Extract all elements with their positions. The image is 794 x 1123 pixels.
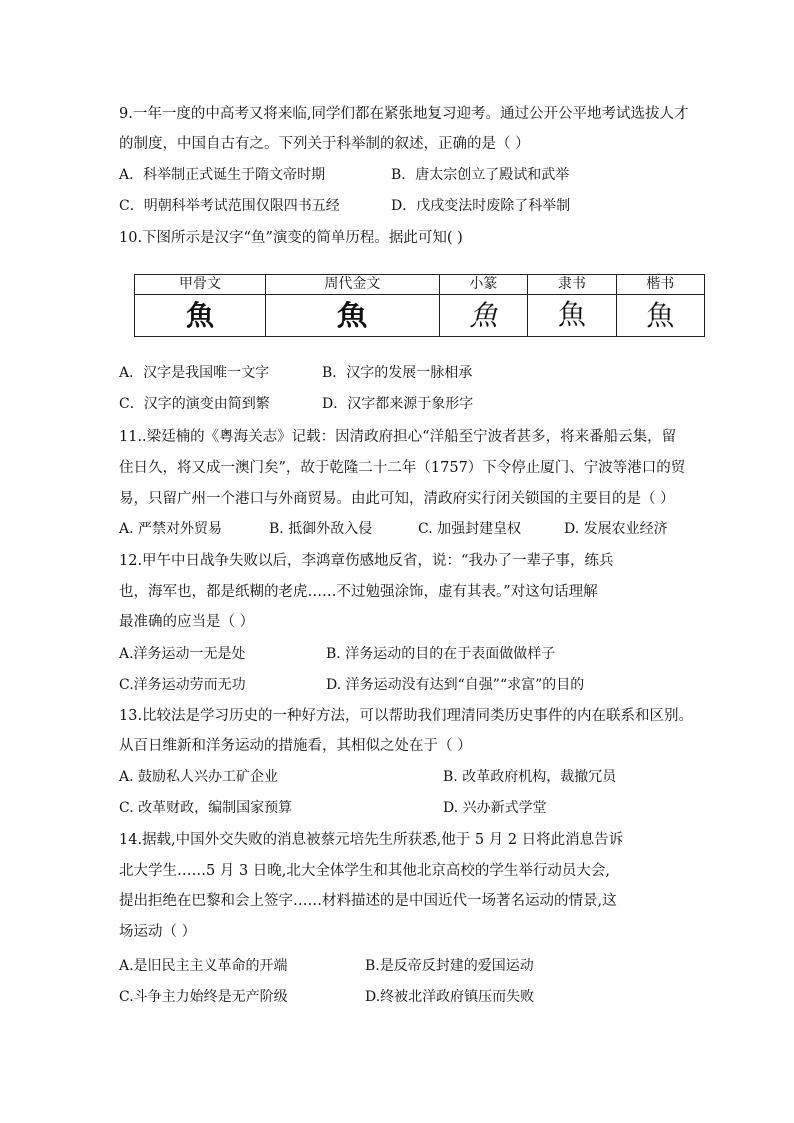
q13-stem-line2: 从百日维新和洋务运动的措施看，其相似之处在于（ ） — [119, 738, 472, 754]
oracle-bone-glyph: 魚 — [135, 295, 266, 337]
q10-option-b: B．汉字的发展一脉相承 — [322, 365, 473, 381]
q12-option-c: C.洋务运动劳而无功 — [119, 677, 246, 693]
q9-option-b: B．唐太宗创立了殿试和武举 — [391, 167, 570, 183]
q14-option-c: C.斗争主力始终是无产阶级 — [119, 989, 288, 1005]
q12-option-a: A.洋务运动一无是处 — [119, 646, 246, 662]
q14-option-d: D.终被北洋政府镇压而失败 — [365, 989, 535, 1005]
q9-option-c: C．明朝科举考试范围仅限四书五经 — [119, 198, 340, 214]
table-header: 小篆 — [439, 275, 527, 295]
q9-stem-line1: 9.一年一度的中高考又将来临,同学们都在紧张地复习迎考。通过公开公平地考试选拔人才 — [119, 106, 689, 122]
q11-stem-line1: 11..梁廷楠的《粤海关志》记载：因清政府担心“洋船至宁波者甚多，将来番船云集，留 — [119, 429, 677, 445]
q11-option-c: C. 加强封建皇权 — [418, 521, 522, 537]
q11-stem-line3: 易，只留广州一个港口与外商贸易。由此可知，清政府实行闭关锁国的主要目的是（ ） — [119, 491, 675, 507]
bronze-inscription-glyph: 魚 — [266, 295, 440, 337]
q13-option-c: C. 改革财政，编制国家预算 — [119, 800, 293, 816]
q14-option-a: A.是旧民主主义革命的开端 — [119, 958, 288, 974]
q14-stem-line4: 场运动（ ） — [119, 924, 197, 940]
q10-option-a: A．汉字是我国唯一文字 — [119, 365, 270, 381]
q11-option-b: B. 抵御外敌入侵 — [269, 521, 373, 537]
q9-option-d: D．戊戌变法时废除了科举制 — [391, 198, 571, 214]
q13-stem-line1: 13.比较法是学习历史的一种好方法，可以帮助我们理清同类历史事件的内在联系和区别。 — [119, 708, 694, 724]
clerical-script-glyph: 魚 — [528, 295, 616, 337]
q12-stem-line1: 12.甲午中日战争失败以后，李鸿章伤感地反省，说：“我办了一辈子事，练兵 — [119, 553, 614, 569]
q14-stem-line2: 北大学生……5 月 3 日晚,北大全体学生和其他北京高校的学生举行动员大会, — [119, 863, 610, 879]
q10-option-d: D．汉字都来源于象形字 — [322, 396, 474, 412]
q11-option-a: A. 严禁对外贸易 — [119, 521, 223, 537]
table-header: 周代金文 — [266, 275, 440, 295]
q11-stem-line2: 住日久，将又成一澳门矣”，故于乾隆二十二年（1757）下令停止厦门、宁波等港口的贸 — [119, 460, 686, 476]
table-header: 隶书 — [528, 275, 616, 295]
q9-option-a: A．科举制正式诞生于隋文帝时期 — [119, 167, 326, 183]
regular-script-glyph: 魚 — [616, 295, 704, 337]
q14-stem-line3: 提出拒绝在巴黎和会上签字……材料描述的是中国近代一场著名运动的情景,这 — [119, 893, 617, 909]
q12-stem-line3: 最准确的应当是（ ） — [119, 614, 255, 630]
q10-option-c: C．汉字的演变由简到繁 — [119, 396, 270, 412]
q10-stem-line1: 10.下图所示是汉字“鱼”演变的简单历程。据此可知( ) — [119, 230, 463, 246]
seal-script-glyph: 魚 — [439, 295, 527, 337]
q12-option-b: B. 洋务运动的目的在于表面做做样子 — [326, 646, 556, 662]
q12-stem-line2: 也，海军也，都是纸糊的老虎……不过勉强涂饰，虚有其表。”对这句话理解 — [119, 584, 598, 600]
q13-option-b: B. 改革政府机构，裁撤冗员 — [443, 769, 617, 785]
q12-option-d: D. 洋务运动没有达到“自强”“求富”的目的 — [326, 677, 585, 693]
character-evolution-table — [134, 274, 705, 337]
q9-stem-line2: 的制度，中国自古有之。下列关于科举制的叙述，正确的是（ ） — [119, 136, 530, 152]
q14-option-b: B.是反帝反封建的爱国运动 — [365, 958, 534, 974]
table-header: 甲骨文 — [135, 275, 266, 295]
q13-option-d: D. 兴办新式学堂 — [443, 800, 547, 816]
table-header: 楷书 — [616, 275, 704, 295]
q11-option-d: D. 发展农业经济 — [564, 521, 668, 537]
q14-stem-line1: 14.据载,中国外交失败的消息被蔡元培先生所获悉,他于 5 月 2 日将此消息告诉 — [119, 832, 624, 848]
q13-option-a: A. 鼓励私人兴办工矿企业 — [119, 769, 279, 785]
